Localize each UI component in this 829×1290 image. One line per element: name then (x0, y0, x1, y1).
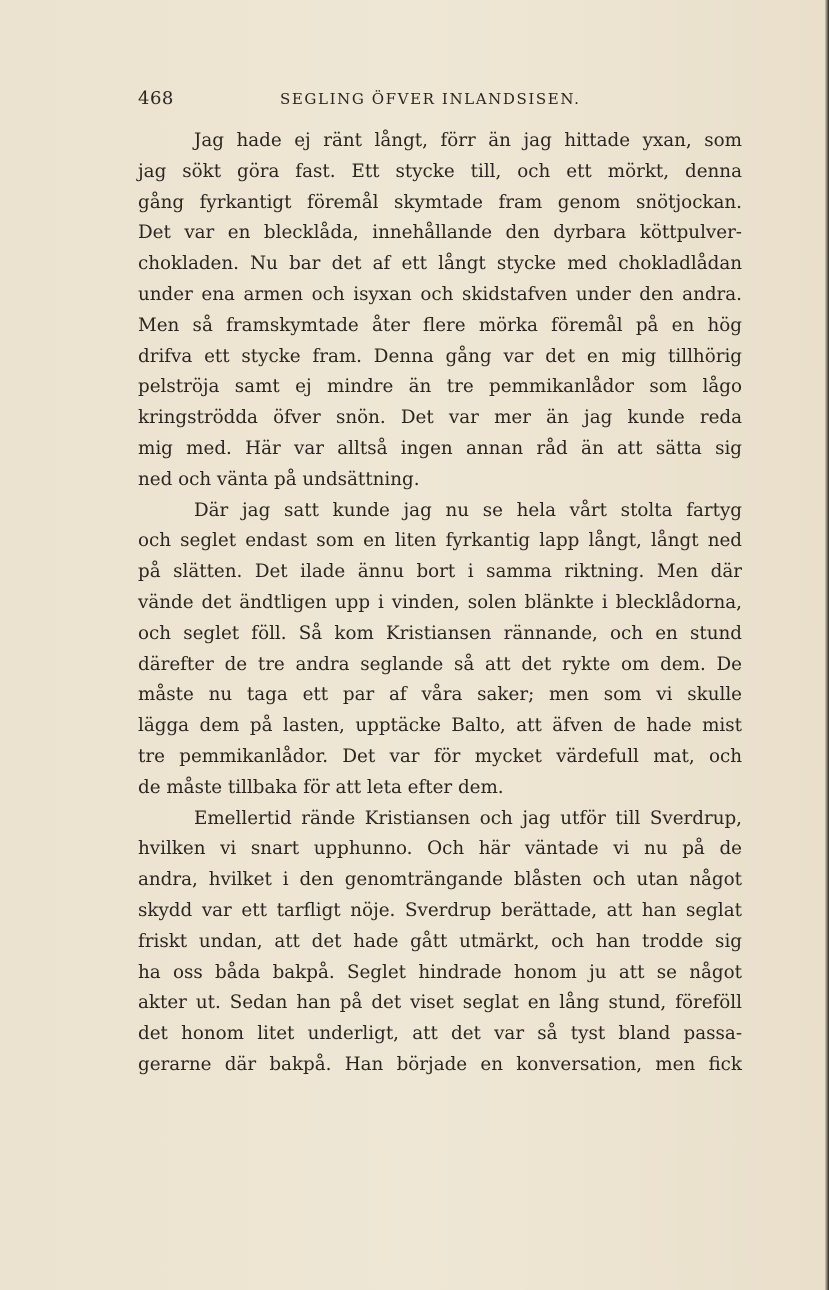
text-line: Det var en blecklåda, innehållande den dyrbara köttpulver- (138, 222, 742, 244)
paragraph (138, 126, 742, 496)
page-header (138, 88, 742, 114)
text-line: jag sökt göra fast. Ett stycke till, och ett mörkt, denna (138, 160, 742, 182)
page-number: 468 (138, 88, 174, 109)
body-text (138, 126, 742, 1081)
text-line: Men så framskymtade åter flere mörka föremål på en hög (138, 314, 742, 336)
text-line: andra, hvilket i den genomträngande blåsten och utan något (138, 869, 742, 891)
text-line: ned och vänta på undsättning. (138, 468, 420, 490)
paragraph (138, 496, 742, 804)
text-line: vände det ändtligen upp i vinden, solen blänkte i blecklådorna, (138, 591, 742, 613)
text-line: lägga dem på lasten, upptäcke Balto, att äfven de hade mist (138, 715, 742, 737)
text-line: därefter de tre andra seglande så att det rykte om dem. De (138, 653, 742, 675)
text-line: hvilken vi snart upphunno. Och här väntade vi nu på de (138, 838, 742, 860)
text-line: mig med. Här var alltså ingen annan råd än att sätta sig (138, 437, 742, 459)
text-line: friskt undan, att det hade gått utmärkt, och han trodde sig (138, 930, 742, 952)
text-line: drifva ett stycke fram. Denna gång var det en mig tillhörig (138, 345, 742, 367)
text-line: akter ut. Sedan han på det viset seglat en lång stund, föreföll (138, 992, 742, 1014)
page-edge-shadow (825, 0, 829, 1290)
text-line: gång fyrkantigt föremål skymtade fram genom snötjockan. (138, 191, 742, 213)
paragraph (138, 804, 742, 1081)
text-line: under ena armen och isyxan och skidstafven under den andra. (138, 283, 742, 305)
text-line: skydd var ett tarfligt nöje. Sverdrup berättade, att han seglat (138, 899, 742, 921)
text-line: och seglet endast som en liten fyrkantig lapp långt, långt ned (138, 530, 742, 552)
text-line: Jag hade ej ränt långt, förr än jag hittade yxan, som (194, 130, 742, 151)
text-line: Emellertid rände Kristiansen och jag utför till Sverdrup, (194, 807, 742, 829)
text-line: på slätten. Det ilade ännu bort i samma riktning. Men där (138, 561, 742, 583)
running-title: SEGLING ÖFVER INLANDSISEN. (280, 90, 581, 108)
text-line: måste nu taga ett par af våra saker; men som vi skulle (138, 684, 742, 706)
text-line: de måste tillbaka för att leta efter dem. (138, 776, 504, 798)
text-line: Där jag satt kunde jag nu se hela vårt stolta fartyg (194, 499, 742, 521)
text-line: det honom litet underligt, att det var så tyst bland passa- (138, 1023, 742, 1045)
text-line: och seglet föll. Så kom Kristiansen rännande, och en stund (138, 622, 742, 644)
text-line: pelströja samt ej mindre än tre pemmikanlådor som lågo (138, 376, 742, 398)
text-line: ha oss båda bakpå. Seglet hindrade honom ju att se något (138, 961, 742, 983)
text-line: tre pemmikanlådor. Det var för mycket värdefull mat, och (138, 745, 742, 767)
text-line: gerarne där bakpå. Han började en konversation, men fick (138, 1053, 742, 1075)
text-line: kringströdda öfver snön. Det var mer än jag kunde reda (138, 407, 742, 429)
text-line: chokladen. Nu bar det af ett långt stycke med chokladlådan (138, 253, 742, 275)
